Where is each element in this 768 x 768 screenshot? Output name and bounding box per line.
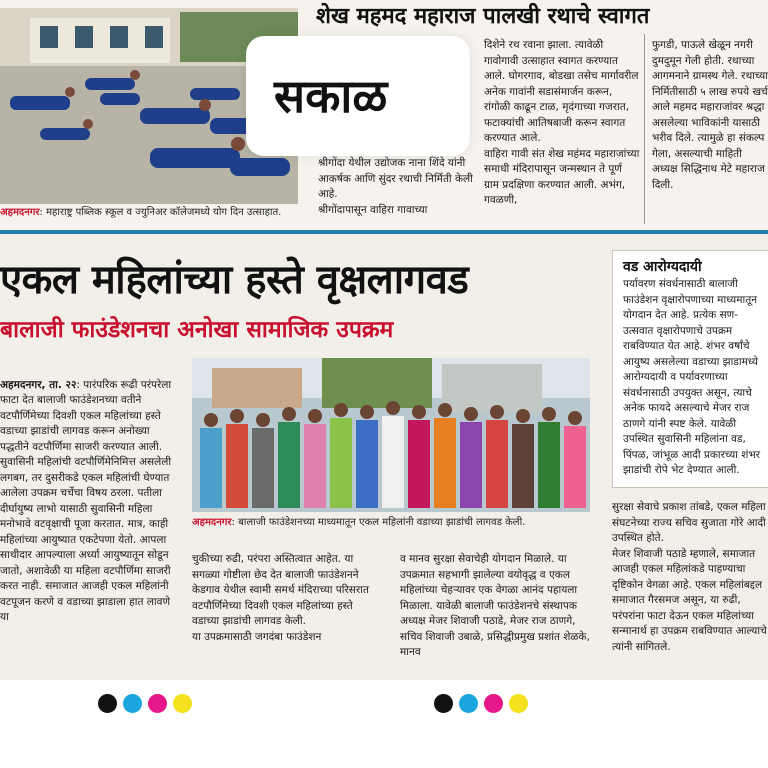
top-col-2: दिशेने रथ रवाना झाला. त्यावेळी गावोगावी उत्साहात स्वागत करण्यात आले. घोगरगाव, बोडखा तसेच मार्गावरील अनेक गावांनी सडासंमार्जन करून, रांगोळी काढून टाळ, मृदंगाच्या गजरात, फटाक्यांची आतिषबाजी करून स्वागत करण्यात आले. वाहिरा गावी संत शेख महंमद महाराजांच्या समाधी मंदिरापासून जन्मस्थान ते पूर्ण ग्राम प्रदक्षिणा करण्यात आली. अभंग, गवळणी,: [484, 39, 640, 206]
tree-plantation-photo: [192, 358, 590, 512]
tree-caption-text: : बालाजी फाउंडेशनच्या माध्यमातून एकल महिलांनी वडाच्या झाडांची लागवड केली.: [231, 517, 526, 528]
yellow-dot-icon: [173, 694, 192, 713]
black-dot-icon: [98, 694, 117, 713]
main-col-d: सुरक्षा सेवाचे प्रकाश तांबडे, एकल महिला संघटनेच्या राज्य सचिव सुजाता गोरे आदी उपस्थित होते. मेजर शिवाजी पठाडे म्हणाले, समाजात आजही एकल महिलांकडे पाहण्याचा दृष्टिकोन वेगळा आहे. एकल महिलांबद्दल समाजात गैरसमज असून, या रुढी, परंपरांना फाटा देऊन एकल महिलांच्या सन्मानार्थ हा उपक्रम राबविण्यात आल्याचे त्यांनी सांगितले.: [612, 501, 767, 653]
main-headline-text: एकल महिलांच्या हस्ते वृक्षलागवड: [0, 257, 469, 303]
magenta-dot-icon: [148, 694, 167, 713]
dateline: अहमदनगर, ता. २२: [0, 378, 77, 391]
sidebar-text: पर्यावरण संवर्धनासाठी बालाजी फाउंडेशन वृक्षारोपणाच्या माध्यमातून योगदान देत आहे. प्रत्येक सण-उत्सवात वृक्षारोपणाचे उपक्रम राबविण्यात येत आहे. शंभर वर्षांचे आयुष्य असलेल्या वडाच्या झाडामध्ये आरोग्यदायी व पर्यावरणाच्या संवर्धनासाठी उपयुक्त असून, त्याचे अनेक फायदे असल्याचे मेजर राज ठाणगे यांनी स्पष्ट केले. यावेळी उपस्थित सुवासिनी महिलांना वड, पिंपळ, जांभूळ आदी प्रकारच्या शंभर झाडांची रोपे भेट देण्यात आली.: [623, 278, 761, 476]
main-col-a-text: : पारंपरिक रूढी परंपरेला फाटा देत बालाजी फाउंडेशनच्या वतीने वटपौर्णिमेच्या दिवशी एकल महिलांच्या हस्ते वडाच्या झाडांची लागवड करून अनोख्या पद्धतीने वटपौर्णिमा साजरी करण्यात आली. सुवासिनी महिलांची वटपौर्णिमेनिमित्त असलेली लगबग, तर दुसरीकडे एकल महिलांची घेण्यात आलेला उपक्रम चर्चेचा विषय ठरला. पतीला दीर्घायुष्य लाभो यासाठी सुवासिनी महिला मनोभावे वटवृक्षाची पूजा करतात. मात्र, काही महिलांच्या आयुष्यात एकटेपणा येतो. आपला साथीदार आपल्याला अर्ध्या आयुष्यातून सोडून जातो, अशावेळी या महिला वटपौर्णिमा साजरी करत नाही. समाजात आजही एकल महिलांनी वटपूजन करणे व वडाच्या झाडाला हात लावणे या: [0, 378, 172, 623]
main-col-c: व मानव सुरक्षा सेवाचेही योगदान मिळाले. या उपक्रमात सहभागी झालेल्या वयोवृद्ध व एकल महिलांच्या चेहऱ्यावर एक वेगळा आनंद पहायला मिळाला. यावेळी बालाजी फाउंडेशनचे संस्थापक अध्यक्ष मेजर शिवाजी पठाडे, मेजर राज ठाणगे, सचिव शिवाजी उबाळे, प्रसिद्धीप्रमुख प्रशांत शेळके, मानव: [400, 553, 590, 658]
top-headline: [316, 0, 768, 28]
sidebar-box: [612, 250, 768, 488]
sidebar-heading: वड आरोग्यदायी: [623, 259, 702, 275]
main-col-a: [0, 362, 178, 670]
registration-marks-left: [98, 694, 208, 714]
logo-text: सकाळ: [274, 69, 388, 123]
black-dot-icon: [434, 694, 453, 713]
caption-place: अहमदनगर: [0, 207, 40, 218]
main-subheadline: [0, 312, 600, 348]
caption-text: : महाराष्ट्र पब्लिक स्कूल व ज्युनिअर कॉलेजमध्ये योग दिन उत्साहात.: [39, 207, 282, 218]
top-headline-text: शेख महमद महाराज पालखी रथाचे स्वागत: [316, 4, 650, 28]
main-col-b: चुकीच्या रुढी, परंपरा अस्तित्वात आहेत. या सगळ्या गोष्टीला छेद देत बालाजी फाउंडेशनने केडगाव येथील स्वामी समर्थ मंदिराच्या परिसरात वटपौर्णिमेच्या दिवशी एकल महिलांच्या हस्ते वडाच्या झाडांची लागवड केली. या उपक्रमासाठी जगदंबा फाउंडेशन: [192, 553, 369, 643]
cyan-dot-icon: [123, 694, 142, 713]
top-col-3: फुगडी, पाऊले खेळून नगरी दुमदुमून गेली होती. रथाच्या आगमनाने ग्रामस्थ गेले. रथाच्या निर्मितीसाठी ५ लाख रुपये खर्च आले महमद महाराजांवर श्रद्धा असलेल्या भाविकांनी यासाठी भरीव दिले. त्यामुळे हा संकल्प गेला, असल्याची माहिती अध्यक्ष सिद्धिनाथ मेटे महाराज दिली.: [652, 39, 768, 191]
top-col-1: श्रीगोंदा येथील उद्योजक नाना शिंदे यांनी आकर्षक आणि सुंदर रथाची निर्मिती केली आहे. श्रीगोंदापासून वाहिरा गावाच्या: [318, 157, 473, 216]
sakal-logo: [246, 36, 470, 156]
registration-marks-right: [434, 694, 544, 714]
yoga-photo-caption: [0, 206, 300, 222]
tree-photo-caption: [192, 516, 592, 532]
yellow-dot-icon: [509, 694, 528, 713]
main-subheadline-text: बालाजी फाउंडेशनचा अनोखा सामाजिक उपक्रम: [0, 317, 394, 343]
main-headline: [0, 250, 600, 306]
cyan-dot-icon: [459, 694, 478, 713]
tree-caption-place: अहमदनगर: [192, 517, 232, 528]
top-column-divider: [644, 34, 645, 224]
magenta-dot-icon: [484, 694, 503, 713]
